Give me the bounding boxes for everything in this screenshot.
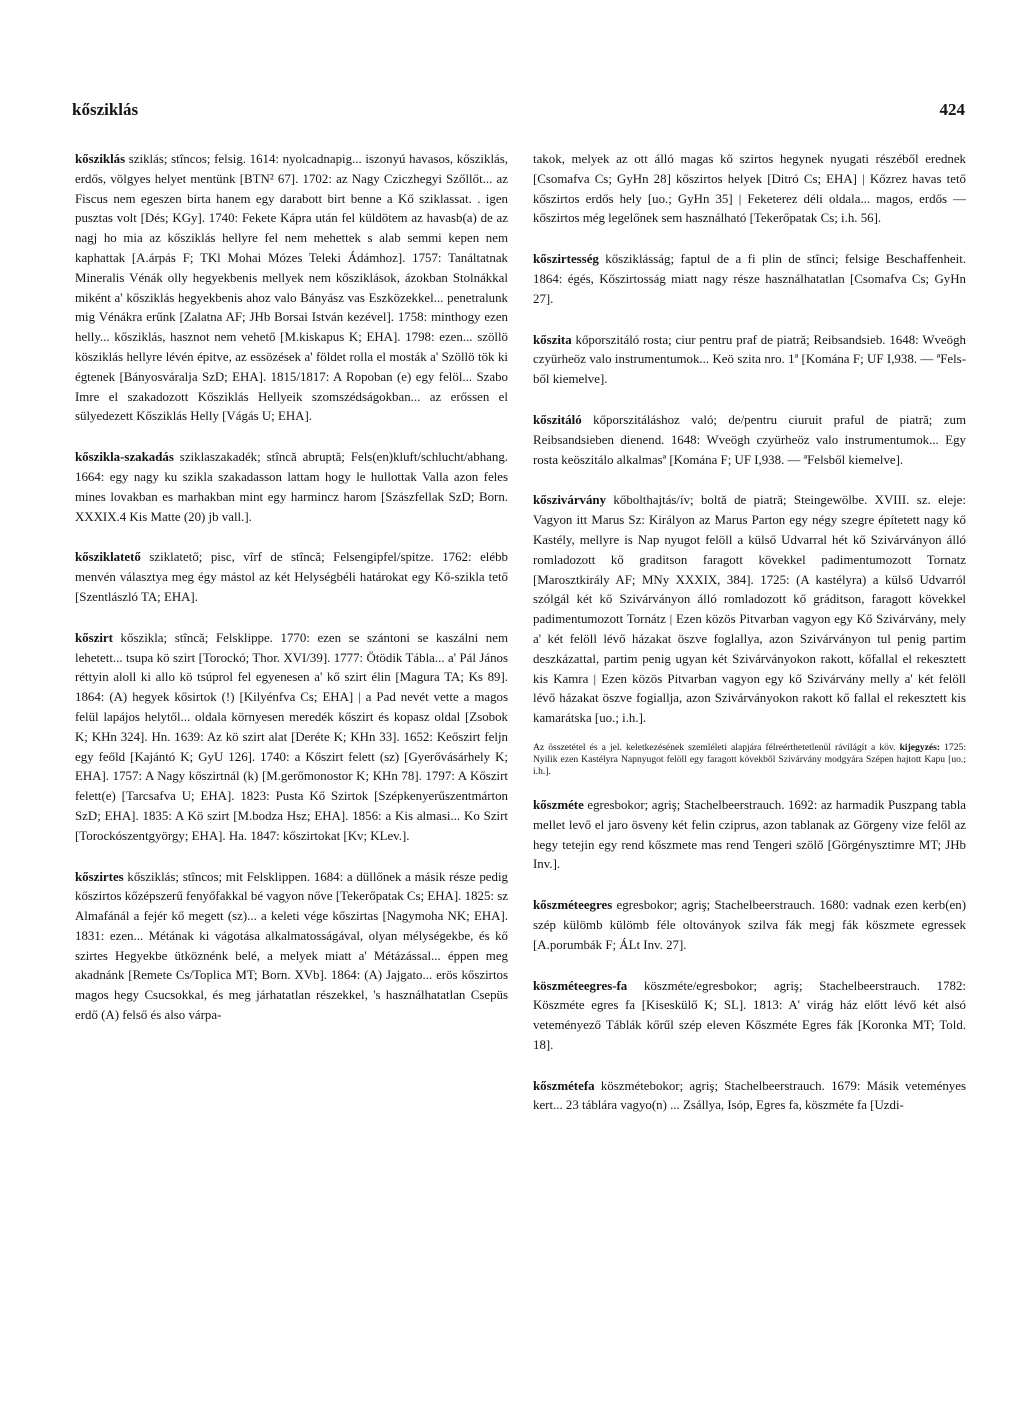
headword: kőszirtes	[75, 869, 124, 884]
entry	[533, 331, 966, 390]
note-text-2: 1725: Nyilik ezen Kastélyra Napnyugot felöll egy faragott kövekből Szivárvány modgyára Szépen hajtott Kapu [uo.; i.h.].	[533, 741, 966, 777]
entry	[75, 548, 508, 607]
entry	[533, 896, 966, 955]
entry-text: sziklás; stîncos; felsig. 1614: nyolcadnapig... iszonyú havasos, kősziklás, erdős, völgyes helyet mentünk [BTN² 67]. 1702: az Nagy Cziczhegyi Szőllőt... az Fiscus nem egeszen birta hanem egy darabott birt benne a Kő sziklassat. . igen pusztas volt [Dés; KGy]. 1740: Fekete Kápra után fel küldötem az havasb(a) de az nagj ho mia az kősziklás hellyre fel nem mehettek s alab semmi kepen nem kaphattak [A.árpás F; TKl Mohai Mózes Teleki Ádámhoz]. 1757: Tanáltatnak Mineralis Vénák olly hegyekbenis mellyek nem kősziklások, ázokban Stolnákkal miként a' kősziklás hegyekbenis ahoz valo Bányász vas Eszközekkel... penetralunk mig Vénákra erűnk [Zalatna AF; JHb Borsai István kezével]. 1758: minthogy ezen helly... kősziklás, hasznot nem vehető [M.kiskapus K; EHA]. 1798: ezen... szöllö kösziklás hellyre lévén épitve, az essözések a' földet rolla el mosták a' Szöllö tök ki égtenek [Bányosváralja SzD; EHA]. 1815/1817: A Ropoban (e) egy felöl... Szabo Imre el szakadozott Kősziklás Hellyeik szomszédságokban... az erőssen el sülyedezett Kősziklás Helly [Vágás U; EHA].	[75, 152, 508, 424]
entry	[75, 448, 508, 527]
entry	[533, 796, 966, 875]
note-text: Az összetétel és a jel. keletkezésének szemléleti alapjára félreérthetetlenül rávilágít a köv.	[533, 741, 900, 753]
running-header	[72, 100, 965, 128]
headword: kősziklás	[75, 152, 126, 166]
note-label: kijegyzés:	[899, 741, 941, 753]
entry-text: köszméte/egresbokor; agriş; Stachelbeerstrauch. 1782: Köszméte egres fa [Kiseskülő K; SL]. 1813: A' virág ház előtt lévő két alsó veteményező Táblák kőrűl szép eleven Kőszméte Egres fák [Koronka MT; Told. 18].	[533, 978, 966, 1052]
entry	[75, 868, 508, 1026]
entry-text: kőporszitáláshoz való; de/pentru ciuruit praful de piatră; zum Reibsandsieben dienend. 1648: Wveögh czyürheöz valo instrumentumok... Egy rosta keöszitálo alkalmasª [Komána F; UF I,938. — ªFelsből kiemelve].	[533, 412, 966, 467]
left-column	[75, 150, 508, 1400]
entry	[533, 977, 966, 1056]
headword: kőszméteegres	[533, 898, 613, 913]
headword: kőszirtesség	[533, 252, 599, 267]
headword: kőszikla-szakadás	[75, 450, 174, 465]
entry-text: kőszikla; stîncă; Felsklippe. 1770: ezen se szántoni se kaszálni nem lehetett... tsupa kö szirt [Torockó; Thor. XVI/39]. 1777: Ötödik Tábla... a' Pál János réttyin aloll ki allo kö tsúprol fel egyenesen a' kő szirt élin [Magura TA; Ks 89]. 1864: (A) hegyek kősirtok (!) [Kilyénfva Cs; EHA] | a Pad nevét vette a magos felül lapájos helytől... oldala környesen meredék kőszirt és kopasz oldal [Zsobok K; KHn 324]. Hn. 1639: Az kö szirt alat [Deréte K; KHn 33]. 1652: Keőszirt feljn egy feőld [Kajántó K; GyU 126]. 1740: a Kőszirt felett (sz) [Gyerővásárhely K; EHA]. 1757: A Nagy kőszirtnál (k) [M.gerőmonostor K; KHn 78]. 1797: A Kőszirt felett(e) [Tarcsafva U; EHA]. 1823: Pusta Kő Szirtok [Szépkenyerűszentmárton SzD; EHA]. 1835: A Kö szirt [M.bodza Hsz; EHA]. 1856: a Kis almasi... Ko Szirt [Torockószentgyörgy; EHA]. Ha. 1847: kőszirtokat [Kv; KLev.].	[75, 630, 508, 843]
entry-text: egresbokor; agriş; Stachelbeerstrauch. 1680: vadnak ezen kerb(en) szép külömb külömb féle oltoványok szilva fák megj fák köszmete egressek [A.porumbák F; ÁLt Inv. 27].	[533, 898, 966, 952]
usage-note	[533, 742, 966, 778]
entry-text: kőbolthajtás/ív; boltă de piatră; Steingewölbe. XVIII. sz. eleje: Vagyon itt Marus Sz: Királyon az Marus Parton egy négy szegre építetett nagy kő Kastély, mellyre is Nap nyugot felöll a külső Udvarral hét kő Szivárványon álló romladozott kő graditson faragott kövekkel padimentumozott Tornatz [Marosztkirály AF; MNy XXXIX, 384]. 1725: (A kastélyra) a külső Udvarról szólgál két kő Szivárványon álló romladozott kő gráditson, faragott kövekkel padimentumozott Tornátz | Ezen közös Pitvarban vagyon egy Kő Szivárvány, mely a' két felöll lévő házakat öszve foglallya, azon Szivárványon tul penig partim deszkázattal, partim penig ugyan két Szivárványokon rakott, kőfallal el rekesztett kis Kamra | Ezen közös Pitvarban vagyon egy kő Szivárvány melly a' két felöll lévő házakat öszve fogiallja, azon Szivárványokon rakott kő fallal el rekesztett kis kamarátska [uo.; i.h.].	[533, 493, 966, 726]
entry-text: kősziklás; stîncos; mit Felsklippen. 1684: a düllőnek a másik része pedig kőszirtos kőzépszerű fenyőfakkal bé vagyon nőve [Tekerőpatak Cs; EHA]. 1825: sz Almafánál a fejér kő megett (sz)... a keleti vége kőszirtas [Nagymoha NK; EHA]. 1831: ezen... Métának ki vágotása alkalmatosságával, olyan mélységekbe, és kő szirtes Hegyekbe ütköznénk belé, a melyek miatt a' Métázással... éppen meg akadnánk [Remete Cs/Toplica MT; Born. XVb]. 1864: (A) Jajgato... erös kőszirtos magos hegy Csucsokkal, és meg járhatatlan részekkel, 's használhatatlan Csepüs erdő (A) felső és also várpa-	[75, 869, 508, 1023]
entry-text: kősziklásság; faptul de a fi plin de stînci; felsige Beschaffenheit. 1864: égés, Kőszirtosság miatt nagy része használhatatlan [Csomafva Cs; GyHn 27].	[533, 252, 966, 306]
entry	[75, 150, 508, 427]
headword: kőszmétefa	[533, 1078, 595, 1093]
header-word: kősziklás	[72, 100, 139, 119]
headword: kőszivárvány	[533, 493, 607, 508]
headword: kőszita	[533, 332, 572, 347]
headword: kősziklatető	[75, 550, 141, 565]
entry-text: köszmétebokor; agriş; Stachelbeerstrauch. 1679: Másik veteményes kert... 23 táblára vagyo(n) ... Zsállya, Isóp, Egres fa, köszméte fa [Uzdi-	[533, 1078, 966, 1113]
headword: köszméteegres-fa	[533, 978, 628, 993]
entry	[75, 629, 508, 847]
page-number: 424	[939, 100, 965, 119]
entry-text: sziklaszakadék; stîncă abruptă; Fels(en)kluft/schlucht/abhang. 1664: egy nagy ku szikla szakadasson lattam hogy le hullottak Valla azon feles mines lovakban es marhakban mint egy harmincz harom [Szászfellak SzD; Born. XXXIX.4 Kis Matte (20) jb vall.].	[75, 450, 508, 524]
entry	[533, 411, 966, 470]
headword: kőszirt	[75, 630, 113, 645]
entry	[533, 491, 966, 729]
continuation-text: takok, melyek az ott álló magas kő szirtos hegynek nyugati részéből erednek [Csomafva Cs; GyHn 28] kőszirtos helyek [Ditró Cs; EHA] | Kőzrez havas tető kőszirtos erdős hely [uo.; GyHn 35] | Feketerez déli oldala... magos, erdős — kőszirtos még legelőnek sem használható [Tekerőpatak Cs; i.h. 56].	[533, 152, 966, 226]
entry	[533, 250, 966, 309]
entry	[533, 1077, 966, 1117]
right-column	[533, 150, 966, 1400]
headword: kőszméte	[533, 797, 584, 812]
entry-text: kőporszitáló rosta; ciur pentru praf de piatră; Reibsandsieb. 1648: Wveögh czyürheöz valo instrumentumok... Keö szita nro. 1ª [Komána F; UF I,938. — ªFels-ből kiemelve].	[533, 332, 966, 387]
entry-text: egresbokor; agriş; Stachelbeerstrauch. 1692: az harmadik Puszpang tabla mellet levő el jaro ösveny két felin cziprus, azon tablanak az Görgeny vize felől az hegy tetejin egy rend kőszmete mas rend Tengeri szölő [Görgénysztimre MT; JHb Inv.].	[533, 797, 966, 872]
headword: kőszitáló	[533, 412, 582, 427]
entry-text: sziklatető; pisc, vîrf de stîncă; Felsengipfel/spitze. 1762: elébb menvén választya meg égy mástol az két Helységbéli határokat egy Kő-szikla tető [Szentlászló TA; EHA].	[75, 550, 508, 604]
entry-continuation	[533, 150, 966, 229]
